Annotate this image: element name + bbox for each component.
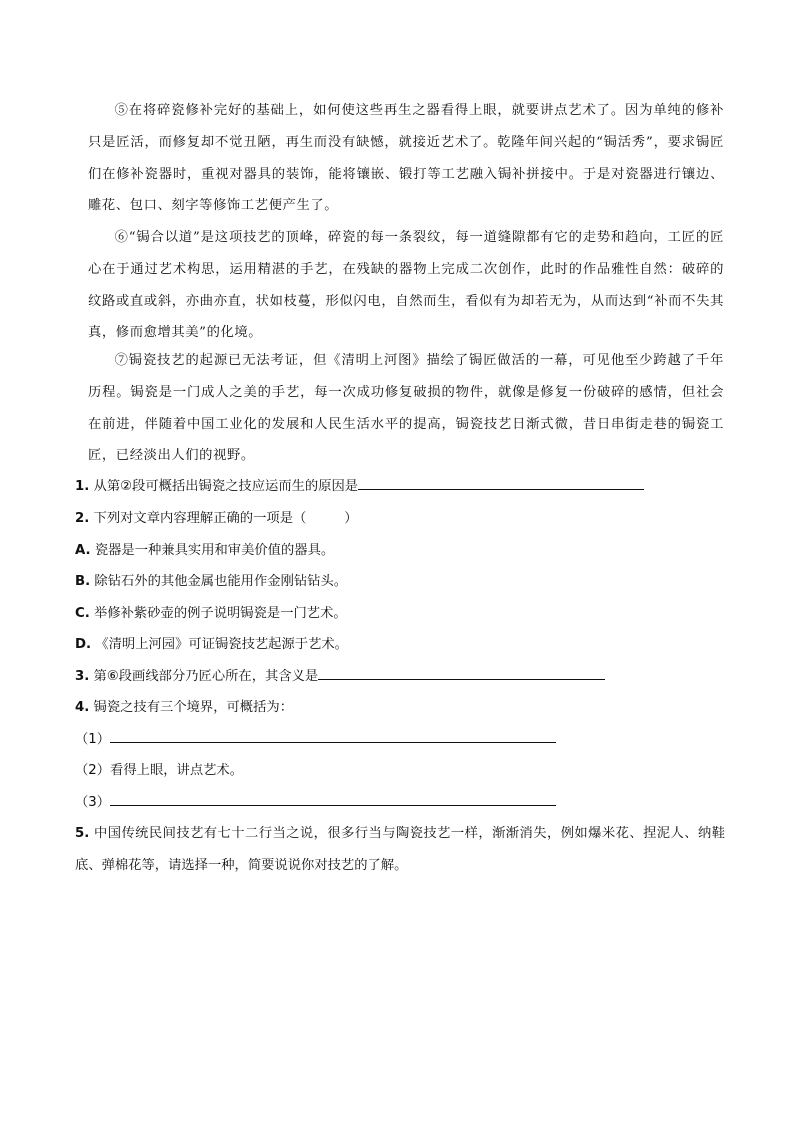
option-c xyxy=(75,598,725,630)
option-b-letter: B. xyxy=(75,574,91,589)
answer-blank-4-1[interactable] xyxy=(110,726,556,743)
passage-paragraph-7: ⑦锔瓷技艺的起源已无法考证，但《清明上河图》描绘了锔匠做活的一幕，可见他至少跨越了千年历程。锔瓷是一门成人之美的手艺，每一次成功修复破损的物件，就像是修复一份破碎的感情，但社会在前进，伴随着中国工业化的发展和人民生活水平的提高，锔瓷技艺日渐式微，昔日串街走巷的锔瓷工匠，已经淡出人们的视野。 xyxy=(88,353,724,464)
question-1 xyxy=(75,471,725,503)
question-4-item-2-text: （2）看得上眼，讲点艺术。 xyxy=(75,763,244,778)
option-c-text: 举修补紫砂壶的例子说明锔瓷是一门艺术。 xyxy=(94,606,347,621)
option-b xyxy=(75,566,725,598)
question-4-text: 锔瓷之技有三个境界，可概括为： xyxy=(93,700,293,715)
question-4-number: 4. xyxy=(75,700,90,715)
option-a-letter: A. xyxy=(75,543,91,558)
answer-blank-3[interactable] xyxy=(318,663,605,680)
answer-blank-4-3[interactable] xyxy=(110,789,556,806)
question-2-text: 下列对文章内容理解正确的一项是（ xyxy=(93,511,307,526)
question-3-text: 第⑥段画线部分乃匠心所在，其含义是 xyxy=(93,669,319,684)
answer-blank-1[interactable] xyxy=(358,473,644,490)
option-d-text: 《清明上河园》可证锔瓷技艺起源于艺术。 xyxy=(95,637,348,652)
question-5-text: 中国传统民间技艺有七十二行当之说，很多行当与陶瓷技艺一样，渐渐消失，例如爆米花、捏泥人、纳鞋底、弹棉花等，请选择一种，简要说说你对技艺的了解。 xyxy=(75,826,726,873)
option-d xyxy=(75,629,725,661)
question-2-close: ） xyxy=(344,511,358,526)
question-4-item-1-label: （1） xyxy=(75,732,111,747)
question-5-number: 5. xyxy=(75,826,90,841)
question-4-item-2 xyxy=(75,755,725,787)
option-a-text: 瓷器是一种兼具实用和审美价值的器具。 xyxy=(94,543,335,558)
question-3 xyxy=(75,661,725,693)
option-b-text: 除钻石外的其他金属也能用作金刚钻钻头。 xyxy=(94,574,348,589)
option-c-letter: C. xyxy=(75,606,90,621)
question-4-item-3-label: （3） xyxy=(75,795,111,810)
question-4-item-1 xyxy=(75,724,725,756)
option-a xyxy=(75,535,725,567)
question-5 xyxy=(75,818,725,882)
question-4-item-3 xyxy=(75,787,725,819)
option-d-letter: D. xyxy=(75,637,92,652)
question-2 xyxy=(75,503,725,535)
question-1-number: 1. xyxy=(75,479,90,494)
question-4 xyxy=(75,692,725,724)
passage-paragraph-5: ⑤在将碎瓷修补完好的基础上，如何使这些再生之器看得上眼，就要讲点艺术了。因为单纯的修补只是匠活，而修复却不觉丑陋，再生而没有缺憾，就接近艺术了。乾隆年间兴起的“锔活秀”，要求锔匠们在修补瓷器时，重视对器具的装饰，能将镶嵌、锻打等工艺融入锔补拼接中。于是对瓷器进行镶边、雕花、包口、刻字等修饰工艺便产生了。 xyxy=(88,103,724,214)
question-3-number: 3. xyxy=(75,669,90,684)
question-2-number: 2. xyxy=(75,511,90,526)
passage-paragraph-6: ⑥“锔合以道”是这项技艺的顶峰，碎瓷的每一条裂纹，每一道缝隙都有它的走势和趋向，工匠的匠心在于通过艺术构思，运用精湛的手艺，在残缺的器物上完成二次创作，此时的作品雅性自然：破碎的纹路或直或斜，亦曲亦直，状如枝蔓，形似闪电，自然而生，看似有为却若无为，从而达到“补而不失其真，修而愈增其美”的化境。 xyxy=(88,230,724,341)
question-1-text: 从第②段可概括出锔瓷之技应运而生的原因是 xyxy=(93,479,359,494)
